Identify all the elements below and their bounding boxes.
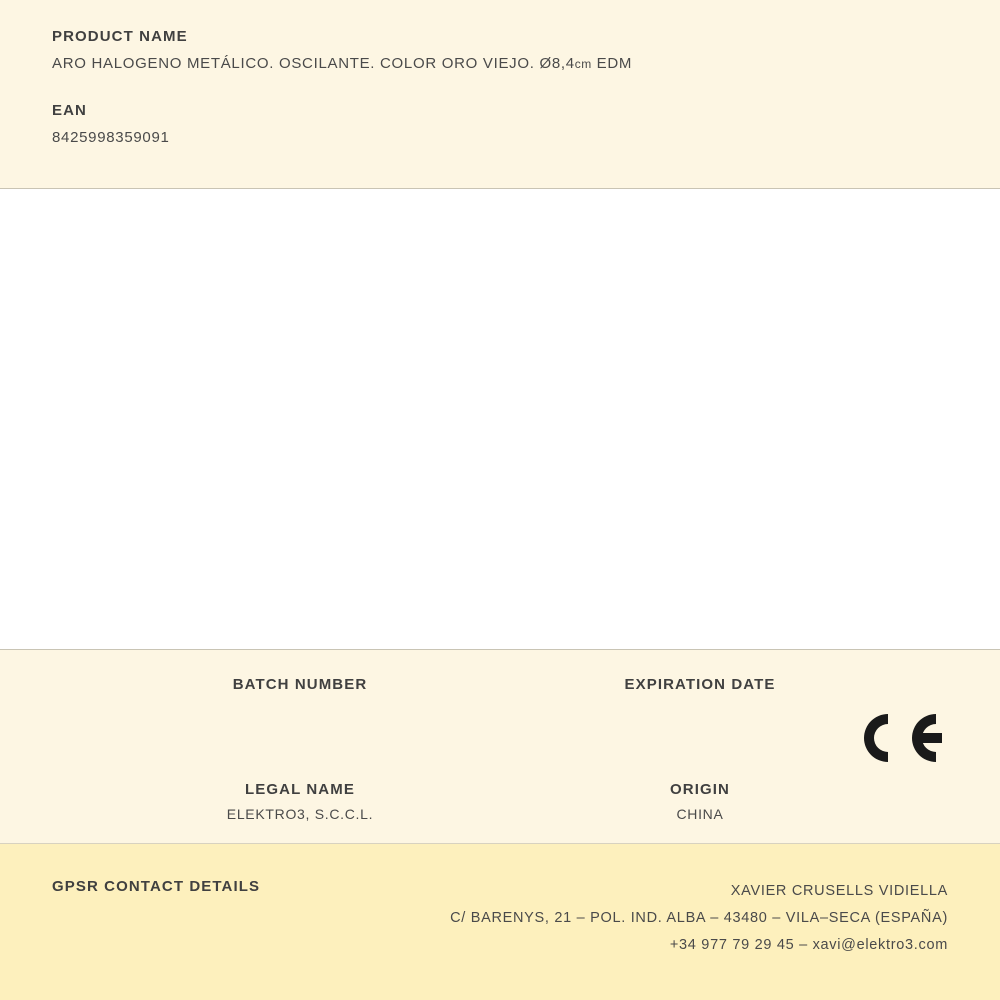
batch-number-field [100,676,500,717]
product-details-section [0,650,1000,844]
gpsr-contact-lines [450,878,948,959]
gpsr-contact-line-2: C/ BARENYS, 21 – POL. IND. ALBA – 43480 – VILA–SECA (ESPAÑA) [450,910,948,926]
origin-value: CHINA [676,806,724,822]
expiration-date-field [500,676,900,717]
expiration-date-value [500,701,900,717]
legal-name-field [100,781,500,822]
product-name-label: PRODUCT NAME [52,28,188,45]
ean-value: 8425998359091 [52,129,170,146]
legal-name-label: LEGAL NAME [245,781,355,798]
gpsr-contact-line-3: +34 977 79 29 45 – xavi@elektro3.com [669,937,948,953]
legal-name-value: ELEKTRO3, S.C.C.L. [226,806,374,822]
details-row-legal-origin [100,781,900,822]
origin-field [500,781,900,822]
expiration-date-label: EXPIRATION DATE [624,676,776,693]
gpsr-contact-line-1: XAVIER CRUSELLS VIDIELLA [730,883,948,899]
product-name-unit: cm [574,57,592,71]
product-name-suffix: EDM [591,55,633,72]
gpsr-contact-label: GPSR CONTACT DETAILS [52,878,261,895]
ce-marking-icon [852,708,948,768]
batch-number-value [100,701,500,717]
gpsr-contact-section [0,844,1000,1000]
batch-number-label: BATCH NUMBER [232,676,368,693]
product-image-area [0,189,1000,650]
ean-label: EAN [52,102,87,119]
product-name-text: ARO HALOGENO METÁLICO. OSCILANTE. COLOR ORO VIEJO. Ø8,4 [52,55,575,72]
header-spacer [52,72,948,102]
origin-label: ORIGIN [670,781,730,798]
product-header-section [0,0,1000,189]
details-row-batch-expiration [100,676,900,717]
product-name-value [52,55,948,72]
